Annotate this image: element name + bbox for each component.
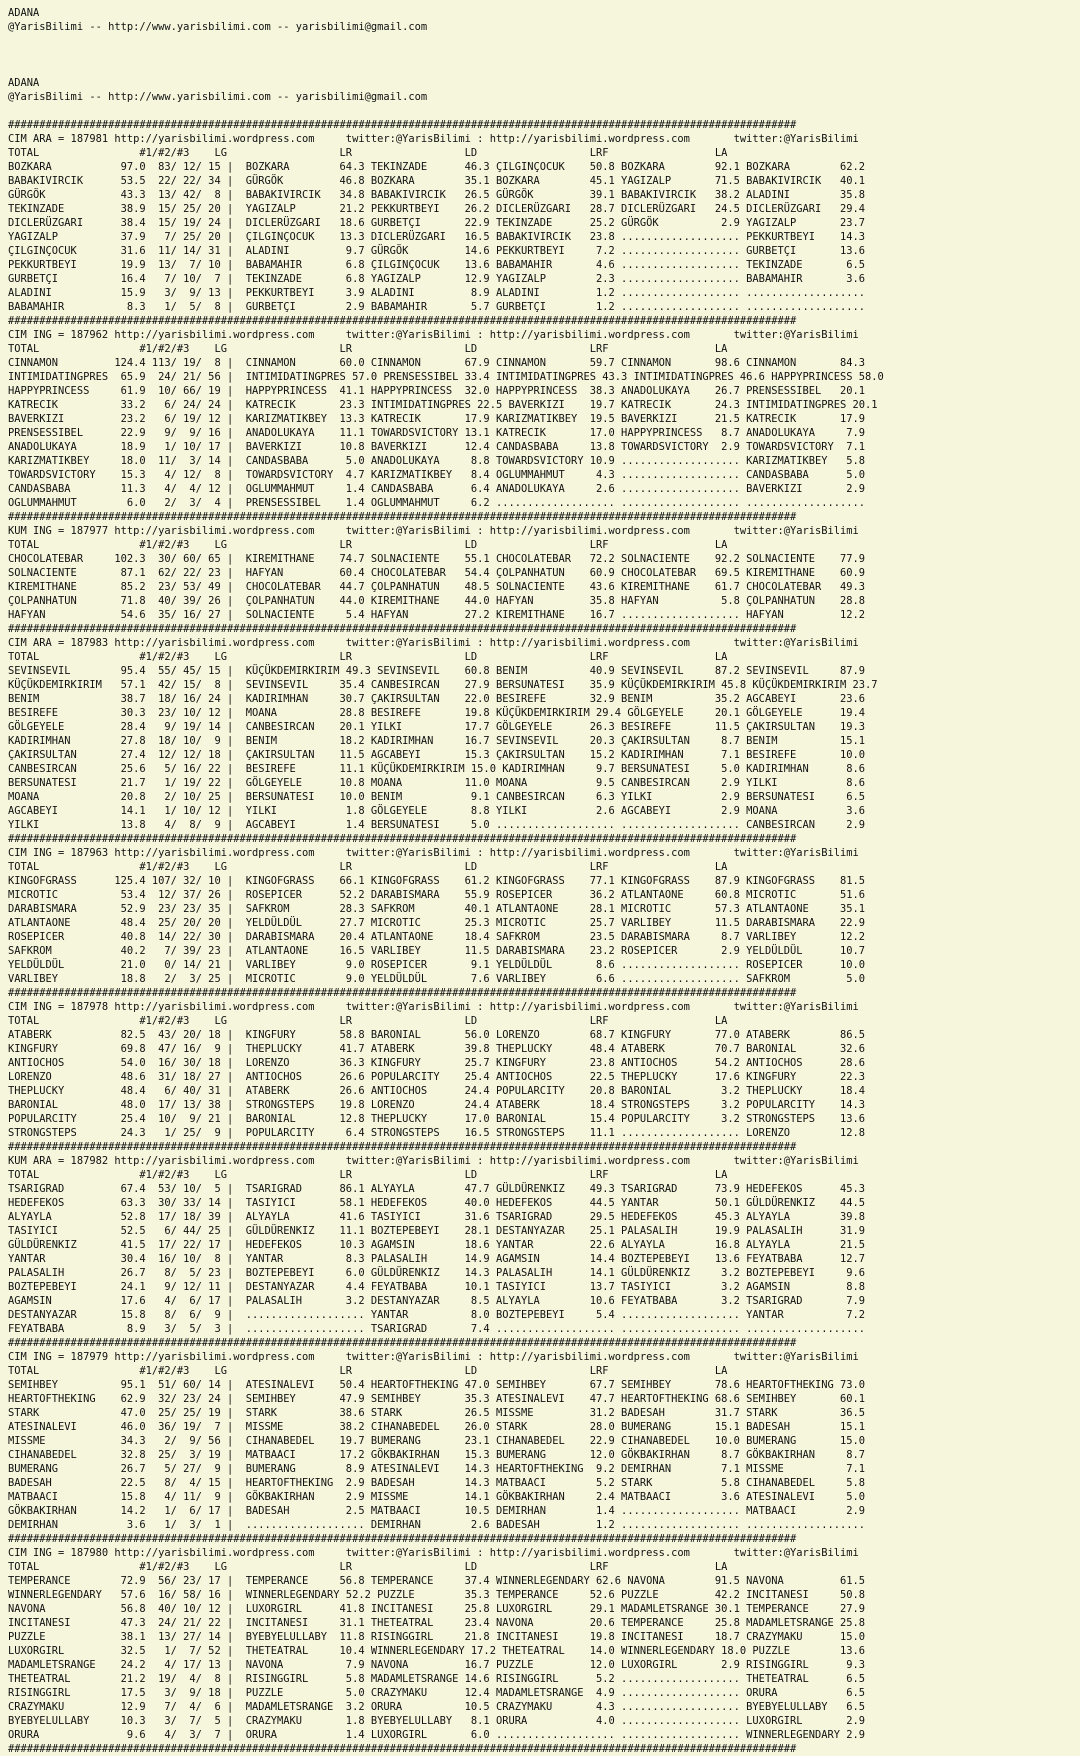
column-header: TOTAL #1/#2/#3 LG LR LD LRF LA <box>8 651 728 663</box>
table-row: AGCABEYI 14.1 1/ 10/ 12 | YILKI 1.8 GÖLGEYELE 8.8 YILKI 2.6 AGCABEYI 2.9 MOANA 3.6 <box>8 805 866 817</box>
separator-line: ############################################################################################################################## <box>8 119 797 131</box>
table-row: SOLNACIENTE 87.1 62/ 22/ 23 | HAFYAN 60.4 CHOCOLATEBAR 54.4 ÇOLPANHATUN 60.9 CHOCOLATEBAR 69.5 KIREMITHANE 60.9 <box>8 567 866 579</box>
table-row: INCITANESI 47.3 24/ 21/ 22 | INCITANESI 31.1 THETEATRAL 23.4 NAVONA 20.6 TEMPERANCE 25.8 MADAMLETSRANGE 25.8 <box>8 1617 866 1629</box>
table-row: PRENSESSIBEL 22.9 9/ 9/ 16 | ANADOLUKAYA 11.1 TOWARDSVICTORY 13.1 KATRECIK 17.0 HAPPYPRINCESS 8.7 ANADOLUKAYA 7.9 <box>8 427 866 439</box>
table-row: YELDÜLDÜL 21.0 0/ 14/ 21 | VARLIBEY 9.0 ROSEPICER 9.1 YELDÜLDÜL 8.6 ................... ROSEPICER 10.0 <box>8 959 866 971</box>
table-row: ÇAKIRSULTAN 27.4 12/ 12/ 18 | ÇAKIRSULTAN 11.5 AGCABEYI 15.3 ÇAKIRSULTAN 15.2 KADIRIMHAN 7.1 BESIREFE 10.0 <box>8 749 866 761</box>
column-header: TOTAL #1/#2/#3 LG LR LD LRF LA <box>8 1169 728 1181</box>
table-row: MOANA 20.8 2/ 10/ 25 | BERSUNATESI 10.0 BENIM 9.1 CANBESIRCAN 6.3 YILKI 2.9 BERSUNATESI 6.5 <box>8 791 866 803</box>
table-row: THEPLUCKY 48.4 6/ 40/ 31 | ATABERK 26.6 ANTIOCHOS 24.4 POPULARCITY 20.8 BARONIAL 3.2 THEPLUCKY 18.4 <box>8 1085 866 1097</box>
separator-line: ############################################################################################################################## <box>8 511 797 523</box>
table-row: HEDEFEKOS 63.3 30/ 33/ 14 | TASIYICI 58.1 HEDEFEKOS 40.0 HEDEFEKOS 44.5 YANTAR 50.1 GÜLDÜRENKIZ 44.5 <box>8 1197 866 1209</box>
table-row: SAFKROM 40.2 7/ 39/ 23 | ATLANTAONE 16.5 VARLIBEY 11.5 DARABISMARA 23.2 ROSEPICER 2.9 YELDÜLDÜL 10.7 <box>8 945 866 957</box>
table-row: CRAZYMAKU 12.9 7/ 4/ 6 | MADAMLETSRANGE 3.2 ORURA 10.5 CRAZYMAKU 4.3 ................... BYEBYELULLABY 6.5 <box>8 1701 866 1713</box>
table-row: YILKI 13.8 4/ 8/ 9 | AGCABEYI 1.4 BERSUNATESI 5.0 ................... ................... CANBESIRCAN 2.9 <box>8 819 866 831</box>
table-row: ATLANTAONE 48.4 25/ 20/ 20 | YELDÜLDÜL 27.7 MICROTIC 25.3 MICROTIC 25.7 VARLIBEY 11.5 DARABISMARA 22.9 <box>8 917 866 929</box>
table-row: GÜLDÜRENKIZ 41.5 17/ 22/ 17 | HEDEFEKOS 10.3 AGAMSIN 18.6 YANTAR 22.6 ALYAYLA 16.8 ALYAYLA 21.5 <box>8 1239 866 1251</box>
separator-line: ############################################################################################################################## <box>8 1337 797 1349</box>
column-header: TOTAL #1/#2/#3 LG LR LD LRF LA <box>8 539 728 551</box>
table-row: ÇOLPANHATUN 71.8 40/ 39/ 26 | ÇOLPANHATUN 44.0 KIREMITHANE 44.0 HAFYAN 35.8 HAFYAN 5.8 ÇOLPANHATUN 28.8 <box>8 595 866 607</box>
separator-line: ############################################################################################################################## <box>8 1533 797 1545</box>
table-row: GÖKBAKIRHAN 14.2 1/ 6/ 17 | BADESAH 2.5 MATBAACI 10.5 DEMIRHAN 1.4 ................... MATBAACI 2.9 <box>8 1505 866 1517</box>
table-row: KIREMITHANE 85.2 23/ 53/ 49 | CHOCOLATEBAR 44.7 ÇOLPANHATUN 48.5 SOLNACIENTE 43.6 KIREMITHANE 61.7 CHOCOLATEBAR 49.3 <box>8 581 866 593</box>
race-title: CIM ING = 187963 http://yarisbilimi.wordpress.com twitter:@YarisBilimi : http://yarisbilimi.wordpress.com twitter:@YarisBilimi <box>8 847 859 859</box>
table-row: LUXORGIRL 32.5 1/ 7/ 52 | THETEATRAL 10.4 WINNERLEGENDARY 17.2 THETEATRAL 14.0 WINNERLEGENDARY 18.0 PUZZLE 13.6 <box>8 1645 866 1657</box>
separator-line: ############################################################################################################################## <box>8 315 797 327</box>
table-row: ÇILGINÇOCUK 31.6 11/ 14/ 31 | ALADINI 9.7 GÜRGÖK 14.6 PEKKURTBEYI 7.2 ................... GURBETÇI 13.6 <box>8 245 866 257</box>
table-row: CINNAMON 124.4 113/ 19/ 8 | CINNAMON 60.0 CINNAMON 67.9 CINNAMON 59.7 CINNAMON 98.6 CINNAMON 84.3 <box>8 357 866 369</box>
table-row: KARIZMATIKBEY 18.0 11/ 3/ 14 | CANDASBABA 5.0 ANADOLUKAYA 8.8 TOWARDSVICTORY 10.9 ................... KARIZMATIKBEY 5.8 <box>8 455 866 467</box>
contact-line-repeat: @YarisBilimi -- http://www.yarisbilimi.com -- yarisbilimi@gmail.com <box>8 91 428 103</box>
table-row: BAVERKIZI 23.2 6/ 19/ 12 | KARIZMATIKBEY 13.3 KATRECIK 17.9 KARIZMATIKBEY 19.5 BAVERKIZI 21.5 KATRECIK 17.9 <box>8 413 866 425</box>
table-row: INTIMIDATINGPRES 65.9 24/ 21/ 56 | INTIMIDATINGPRES 57.0 PRENSESSIBEL 33.4 INTIMIDATINGPRES 43.3 INTIMIDATINGPRES 46.6 HAPPYPRINCESS 58.0 <box>8 371 884 383</box>
separator-line: ############################################################################################################################## <box>8 1141 797 1153</box>
results-document <box>8 6 1078 1756</box>
table-row: BENIM 38.7 18/ 16/ 24 | KADIRIMHAN 30.7 ÇAKIRSULTAN 22.0 BESIREFE 32.9 BENIM 35.2 AGCABEYI 23.6 <box>8 693 866 705</box>
table-row: STRONGSTEPS 24.3 1/ 25/ 9 | POPULARCITY 6.4 STRONGSTEPS 16.5 STRONGSTEPS 11.1 ................... LORENZO 12.8 <box>8 1127 866 1139</box>
table-row: TEKINZADE 38.9 15/ 25/ 20 | YAGIZALP 21.2 PEKKURTBEYI 26.2 DICLERÜZGARI 28.7 DICLERÜZGARI 24.5 DICLERÜZGARI 29.4 <box>8 203 866 215</box>
table-row: KÜÇÜKDEMIRKIRIM 57.1 42/ 15/ 8 | SEVINSEVIL 35.4 CANBESIRCAN 27.9 BERSUNATESI 35.9 KÜÇÜKDEMIRKIRIM 45.8 KÜÇÜKDEMIRKIRIM 23.7 <box>8 679 878 691</box>
table-row: HAPPYPRINCESS 61.9 10/ 66/ 19 | HAPPYPRINCESS 41.1 HAPPYPRINCESS 32.0 HAPPYPRINCESS 38.3 ANADOLUKAYA 26.7 PRENSESSIBEL 20.1 <box>8 385 866 397</box>
race-title: CIM ING = 187980 http://yarisbilimi.wordpress.com twitter:@YarisBilimi : http://yarisbilimi.wordpress.com twitter:@YarisBilimi <box>8 1547 859 1559</box>
contact-line: @YarisBilimi -- http://www.yarisbilimi.com -- yarisbilimi@gmail.com <box>8 21 428 33</box>
column-header: TOTAL #1/#2/#3 LG LR LD LRF LA <box>8 1015 728 1027</box>
race-title: KUM ING = 187977 http://yarisbilimi.wordpress.com twitter:@YarisBilimi : http://yarisbilimi.wordpress.com twitter:@YarisBilimi <box>8 525 859 537</box>
table-row: PEKKURTBEYI 19.9 13/ 7/ 10 | BABAMAHIR 6.8 ÇILGINÇOCUK 13.6 BABAMAHIR 4.6 ................... TEKINZADE 6.5 <box>8 259 866 271</box>
table-row: RISINGGIRL 17.5 3/ 9/ 18 | PUZZLE 5.0 CRAZYMAKU 12.4 MADAMLETSRANGE 4.9 ................... ORURA 6.5 <box>8 1687 866 1699</box>
table-row: STARK 47.0 25/ 25/ 19 | STARK 38.6 STARK 26.5 MISSME 31.2 BADESAH 31.7 STARK 36.5 <box>8 1407 866 1419</box>
table-row: BABAMAHIR 8.3 1/ 5/ 8 | GURBETÇI 2.9 BABAMAHIR 5.7 GURBETÇI 1.2 ................... ................... <box>8 301 866 313</box>
table-row: SEMIHBEY 95.1 51/ 60/ 14 | ATESINALEVI 50.4 HEARTOFTHEKING 47.0 SEMIHBEY 67.7 SEMIHBEY 78.6 HEARTOFTHEKING 73.0 <box>8 1379 866 1391</box>
table-row: WINNERLEGENDARY 57.6 16/ 58/ 16 | WINNERLEGENDARY 52.2 PUZZLE 35.3 TEMPERANCE 52.6 PUZZLE 42.2 INCITANESI 50.8 <box>8 1589 866 1601</box>
table-row: KINGFURY 69.8 47/ 16/ 9 | THEPLUCKY 41.7 ATABERK 39.8 THEPLUCKY 48.4 ATABERK 70.7 BARONIAL 32.6 <box>8 1043 866 1055</box>
table-row: BERSUNATESI 21.7 1/ 19/ 22 | GÖLGEYELE 10.8 MOANA 11.0 MOANA 9.5 CANBESIRCAN 2.9 YILKI 8.6 <box>8 777 866 789</box>
table-row: YAGIZALP 37.9 7/ 25/ 20 | ÇILGINÇOCUK 13.3 DICLERÜZGARI 16.5 BABAKIVIRCIK 23.8 ................... PEKKURTBEYI 14.3 <box>8 231 866 243</box>
table-row: ALADINI 15.9 3/ 9/ 13 | PEKKURTBEYI 3.9 ALADINI 8.9 ALADINI 1.2 ................... ................... <box>8 287 866 299</box>
table-row: CHOCOLATEBAR 102.3 30/ 60/ 65 | KIREMITHANE 74.7 SOLNACIENTE 55.1 CHOCOLATEBAR 72.2 SOLNACIENTE 92.2 SOLNACIENTE 77.9 <box>8 553 866 565</box>
spacer <box>8 34 1078 48</box>
race-title: CIM ING = 187962 http://yarisbilimi.wordpress.com twitter:@YarisBilimi : http://yarisbilimi.wordpress.com twitter:@YarisBilimi <box>8 329 859 341</box>
table-row: BYEBYELULLABY 10.3 3/ 7/ 5 | CRAZYMAKU 1.8 BYEBYELULLABY 8.1 ORURA 4.0 ................... LUXORGIRL 2.9 <box>8 1715 866 1727</box>
table-row: ROSEPICER 40.8 14/ 22/ 30 | DARABISMARA 20.4 ATLANTAONE 18.4 SAFKROM 23.5 DARABISMARA 8.7 VARLIBEY 12.2 <box>8 931 866 943</box>
table-row: CANDASBABA 11.3 4/ 4/ 12 | OGLUMMAHMUT 1.4 CANDASBABA 6.4 ANADOLUKAYA 2.6 ................... BAVERKIZI 2.9 <box>8 483 866 495</box>
spacer <box>8 48 1078 62</box>
table-row: DEMIRHAN 3.6 1/ 3/ 1 | ................... DEMIRHAN 2.6 BADESAH 1.2 ................... ................... <box>8 1519 866 1531</box>
table-row: MISSME 34.3 2/ 9/ 56 | CIHANABEDEL 19.7 BUMERANG 23.1 CIHANABEDEL 22.9 CIHANABEDEL 10.0 BUMERANG 15.0 <box>8 1435 866 1447</box>
column-header: TOTAL #1/#2/#3 LG LR LD LRF LA <box>8 861 728 873</box>
document-title-repeat: ADANA <box>8 77 40 89</box>
table-row: TOWARDSVICTORY 15.3 4/ 12/ 8 | TOWARDSVICTORY 4.7 KARIZMATIKBEY 8.4 OGLUMMAHMUT 4.3 ................... CANDASBABA 5.0 <box>8 469 866 481</box>
race-title: CIM ING = 187978 http://yarisbilimi.wordpress.com twitter:@YarisBilimi : http://yarisbilimi.wordpress.com twitter:@YarisBilimi <box>8 1001 859 1013</box>
column-header: TOTAL #1/#2/#3 LG LR LD LRF LA <box>8 1561 728 1573</box>
table-row: DARABISMARA 52.9 23/ 23/ 35 | SAFKROM 28.3 SAFKROM 40.1 ATLANTAONE 28.1 MICROTIC 57.3 ATLANTAONE 35.1 <box>8 903 866 915</box>
table-row: HEARTOFTHEKING 62.9 32/ 23/ 24 | SEMIHBEY 47.9 SEMIHBEY 35.3 ATESINALEVI 47.7 HEARTOFTHEKING 68.6 SEMIHBEY 60.1 <box>8 1393 866 1405</box>
table-row: CANBESIRCAN 25.6 5/ 16/ 22 | BESIREFE 11.1 KÜÇÜKDEMIRKIRIM 15.0 KADIRIMHAN 9.7 BERSUNATESI 5.0 KADIRIMHAN 8.6 <box>8 763 866 775</box>
table-row: LORENZO 48.6 31/ 18/ 27 | ANTIOCHOS 26.6 POPULARCITY 25.4 ANTIOCHOS 22.5 THEPLUCKY 17.6 KINGFURY 22.3 <box>8 1071 866 1083</box>
race-title: KUM ARA = 187982 http://yarisbilimi.wordpress.com twitter:@YarisBilimi : http://yarisbilimi.wordpress.com twitter:@YarisBilimi <box>8 1155 859 1167</box>
table-row: BUMERANG 26.7 5/ 27/ 9 | BUMERANG 8.9 ATESINALEVI 14.3 HEARTOFTHEKING 9.2 DEMIRHAN 7.1 MISSME 7.1 <box>8 1463 866 1475</box>
table-row: GÖLGEYELE 28.4 9/ 19/ 14 | CANBESIRCAN 20.1 YILKI 17.7 GÖLGEYELE 26.3 BESIREFE 11.5 ÇAKIRSULTAN 19.3 <box>8 721 866 733</box>
table-row: THETEATRAL 21.2 19/ 4/ 8 | RISINGGIRL 5.8 MADAMLETSRANGE 14.6 RISINGGIRL 5.2 ................... THETEATRAL 6.5 <box>8 1673 866 1685</box>
race-title: CIM ARA = 187981 http://yarisbilimi.wordpress.com twitter:@YarisBilimi : http://yarisbilimi.wordpress.com twitter:@YarisBilimi <box>8 133 859 145</box>
separator-line: ############################################################################################################################## <box>8 833 797 845</box>
table-row: BOZTEPEBEYI 24.1 9/ 12/ 11 | DESTANYAZAR 4.4 FEYATBABA 10.1 TASIYICI 13.7 TASIYICI 3.2 AGAMSIN 8.8 <box>8 1281 866 1293</box>
spacer <box>8 62 1078 76</box>
table-row: NAVONA 56.8 40/ 10/ 12 | LUXORGIRL 41.8 INCITANESI 25.8 LUXORGIRL 29.1 MADAMLETSRANGE 30.1 TEMPERANCE 27.9 <box>8 1603 866 1615</box>
table-row: POPULARCITY 25.4 10/ 9/ 21 | BARONIAL 12.8 THEPLUCKY 17.0 BARONIAL 15.4 POPULARCITY 3.2 STRONGSTEPS 13.6 <box>8 1113 866 1125</box>
table-row: MICROTIC 53.4 12/ 37/ 26 | ROSEPICER 52.2 DARABISMARA 55.9 ROSEPICER 36.2 ATLANTAONE 60.8 MICROTIC 51.6 <box>8 889 866 901</box>
table-row: PUZZLE 38.1 13/ 27/ 14 | BYEBYELULLABY 11.8 RISINGGIRL 21.8 INCITANESI 19.8 INCITANESI 18.7 CRAZYMAKU 15.0 <box>8 1631 866 1643</box>
table-row: ATESINALEVI 46.0 36/ 19/ 7 | MISSME 38.2 CIHANABEDEL 26.0 STARK 28.0 BUMERANG 15.1 BADESAH 15.1 <box>8 1421 866 1433</box>
race-title: CIM ARA = 187983 http://yarisbilimi.wordpress.com twitter:@YarisBilimi : http://yarisbilimi.wordpress.com twitter:@YarisBilimi <box>8 637 859 649</box>
column-header: TOTAL #1/#2/#3 LG LR LD LRF LA <box>8 1365 728 1377</box>
table-row: BESIREFE 30.3 23/ 10/ 12 | MOANA 28.8 BESIREFE 19.8 KÜÇÜKDEMIRKIRIM 29.4 GÖLGEYELE 20.1 GÖLGEYELE 19.4 <box>8 707 866 719</box>
table-row: GÜRGÖK 43.3 13/ 42/ 8 | BABAKIVIRCIK 34.8 BABAKIVIRCIK 26.5 GÜRGÖK 39.1 BABAKIVIRCIK 38.2 ALADINI 35.8 <box>8 189 866 201</box>
table-row: ALYAYLA 52.8 17/ 18/ 39 | ALYAYLA 41.6 TASIYICI 31.6 TSARIGRAD 29.5 HEDEFEKOS 45.3 ALYAYLA 39.8 <box>8 1211 866 1223</box>
table-row: BADESAH 22.5 8/ 4/ 15 | HEARTOFTHEKING 2.9 BADESAH 14.3 MATBAACI 5.2 STARK 5.8 CIHANABEDEL 5.8 <box>8 1477 866 1489</box>
table-row: VARLIBEY 18.8 2/ 3/ 25 | MICROTIC 9.0 YELDÜLDÜL 7.6 VARLIBEY 6.6 ................... SAFKROM 5.0 <box>8 973 866 985</box>
separator-line: ############################################################################################################################## <box>8 623 797 635</box>
table-row: SEVINSEVIL 95.4 55/ 45/ 15 | KÜÇÜKDEMIRKIRIM 49.3 SEVINSEVIL 60.8 BENIM 40.9 SEVINSEVIL 87.2 SEVINSEVIL 87.9 <box>8 665 866 677</box>
table-row: KATRECIK 33.2 6/ 24/ 24 | KATRECIK 23.3 INTIMIDATINGPRES 22.5 BAVERKIZI 19.7 KATRECIK 24.3 INTIMIDATINGPRES 20.1 <box>8 399 878 411</box>
table-row: KADIRIMHAN 27.8 18/ 10/ 9 | BENIM 18.2 KADIRIMHAN 16.7 SEVINSEVIL 20.3 ÇAKIRSULTAN 8.7 BENIM 15.1 <box>8 735 866 747</box>
table-row: BOZKARA 97.0 83/ 12/ 15 | BOZKARA 64.3 TEKINZADE 46.3 ÇILGINÇOCUK 50.8 BOZKARA 92.1 BOZKARA 62.2 <box>8 161 866 173</box>
table-row: BARONIAL 48.0 17/ 13/ 38 | STRONGSTEPS 19.8 LORENZO 24.4 ATABERK 18.4 STRONGSTEPS 3.2 POPULARCITY 14.3 <box>8 1099 866 1111</box>
spacer <box>8 104 1078 118</box>
table-row: CIHANABEDEL 32.8 25/ 3/ 19 | MATBAACI 17.2 GÖKBAKIRHAN 15.3 BUMERANG 12.0 GÖKBAKIRHAN 8.7 GÖKBAKIRHAN 8.7 <box>8 1449 866 1461</box>
table-row: AGAMSIN 17.6 4/ 6/ 17 | PALASALIH 3.2 DESTANYAZAR 8.5 ALYAYLA 10.6 FEYATBABA 3.2 TSARIGRAD 7.9 <box>8 1295 866 1307</box>
column-header: TOTAL #1/#2/#3 LG LR LD LRF LA <box>8 343 728 355</box>
table-row: DICLERÜZGARI 38.4 15/ 19/ 24 | DICLERÜZGARI 18.6 GURBETÇI 22.9 TEKINZADE 25.2 GÜRGÖK 2.9 YAGIZALP 23.7 <box>8 217 866 229</box>
table-row: TASIYICI 52.5 6/ 44/ 25 | GÜLDÜRENKIZ 11.1 BOZTEPEBEYI 28.1 DESTANYAZAR 25.1 PALASALIH 19.9 PALASALIH 31.9 <box>8 1225 866 1237</box>
table-row: OGLUMMAHMUT 6.0 2/ 3/ 4 | PRENSESSIBEL 1.4 OGLUMMAHMUT 6.2 ................... ................... ................... <box>8 497 866 509</box>
table-row: HAFYAN 54.6 35/ 16/ 27 | SOLNACIENTE 5.4 HAFYAN 27.2 KIREMITHANE 16.7 ................... HAFYAN 12.2 <box>8 609 866 621</box>
races-container <box>8 118 1078 1756</box>
table-row: DESTANYAZAR 15.8 8/ 6/ 9 | ................... YANTAR 8.0 BOZTEPEBEYI 5.4 ................... YANTAR 7.2 <box>8 1309 866 1321</box>
table-row: MATBAACI 15.8 4/ 11/ 9 | GÖKBAKIRHAN 2.9 MISSME 14.1 GÖKBAKIRHAN 2.4 MATBAACI 3.6 ATESINALEVI 5.0 <box>8 1491 866 1503</box>
table-row: PALASALIH 26.7 8/ 5/ 23 | BOZTEPEBEYI 6.0 GÜLDÜRENKIZ 14.3 PALASALIH 14.1 GÜLDÜRENKIZ 3.2 BOZTEPEBEYI 9.6 <box>8 1267 866 1279</box>
separator-line: ############################################################################################################################## <box>8 1743 797 1755</box>
table-row: BABAKIVIRCIK 53.5 22/ 22/ 34 | GÜRGÖK 46.8 BOZKARA 35.1 BOZKARA 45.1 YAGIZALP 71.5 BABAKIVIRCIK 40.1 <box>8 175 866 187</box>
separator-line: ############################################################################################################################## <box>8 987 797 999</box>
table-row: GURBETÇI 16.4 7/ 10/ 7 | TEKINZADE 6.8 YAGIZALP 12.9 YAGIZALP 2.3 ................... BABAMAHIR 3.6 <box>8 273 866 285</box>
table-row: FEYATBABA 8.9 3/ 5/ 3 | ................... TSARIGRAD 7.4 ................... ................... ................... <box>8 1323 866 1335</box>
table-row: ORURA 9.6 4/ 3/ 7 | ORURA 1.4 LUXORGIRL 6.0 ................... ................... WINNERLEGENDARY 2.9 <box>8 1729 866 1741</box>
document-title: ADANA <box>8 7 40 19</box>
table-row: MADAMLETSRANGE 24.2 4/ 17/ 13 | NAVONA 7.9 NAVONA 16.7 PUZZLE 12.0 LUXORGIRL 2.9 RISINGGIRL 9.3 <box>8 1659 866 1671</box>
table-row: ANTIOCHOS 54.0 16/ 30/ 18 | LORENZO 36.3 KINGFURY 25.7 KINGFURY 23.8 ANTIOCHOS 54.2 ANTIOCHOS 28.6 <box>8 1057 866 1069</box>
table-row: ANADOLUKAYA 18.9 1/ 10/ 17 | BAVERKIZI 10.8 BAVERKIZI 12.4 CANDASBABA 13.8 TOWARDSVICTORY 2.9 TOWARDSVICTORY 7.1 <box>8 441 866 453</box>
table-row: TEMPERANCE 72.9 56/ 23/ 17 | TEMPERANCE 56.8 TEMPERANCE 37.4 WINNERLEGENDARY 62.6 NAVONA 91.5 NAVONA 61.5 <box>8 1575 866 1587</box>
race-title: CIM ING = 187979 http://yarisbilimi.wordpress.com twitter:@YarisBilimi : http://yarisbilimi.wordpress.com twitter:@YarisBilimi <box>8 1351 859 1363</box>
table-row: TSARIGRAD 67.4 53/ 10/ 5 | TSARIGRAD 86.1 ALYAYLA 47.7 GÜLDÜRENKIZ 49.3 TSARIGRAD 73.9 HEDEFEKOS 45.3 <box>8 1183 866 1195</box>
table-row: KINGOFGRASS 125.4 107/ 32/ 10 | KINGOFGRASS 66.1 KINGOFGRASS 61.2 KINGOFGRASS 77.1 KINGOFGRASS 87.9 KINGOFGRASS 81.5 <box>8 875 866 887</box>
column-header: TOTAL #1/#2/#3 LG LR LD LRF LA <box>8 147 728 159</box>
table-row: YANTAR 30.4 16/ 10/ 8 | YANTAR 8.3 PALASALIH 14.9 AGAMSIN 14.4 BOZTEPEBEYI 13.6 FEYATBABA 12.7 <box>8 1253 866 1265</box>
table-row: ATABERK 82.5 43/ 20/ 18 | KINGFURY 58.8 BARONIAL 56.0 LORENZO 68.7 KINGFURY 77.0 ATABERK 86.5 <box>8 1029 866 1041</box>
